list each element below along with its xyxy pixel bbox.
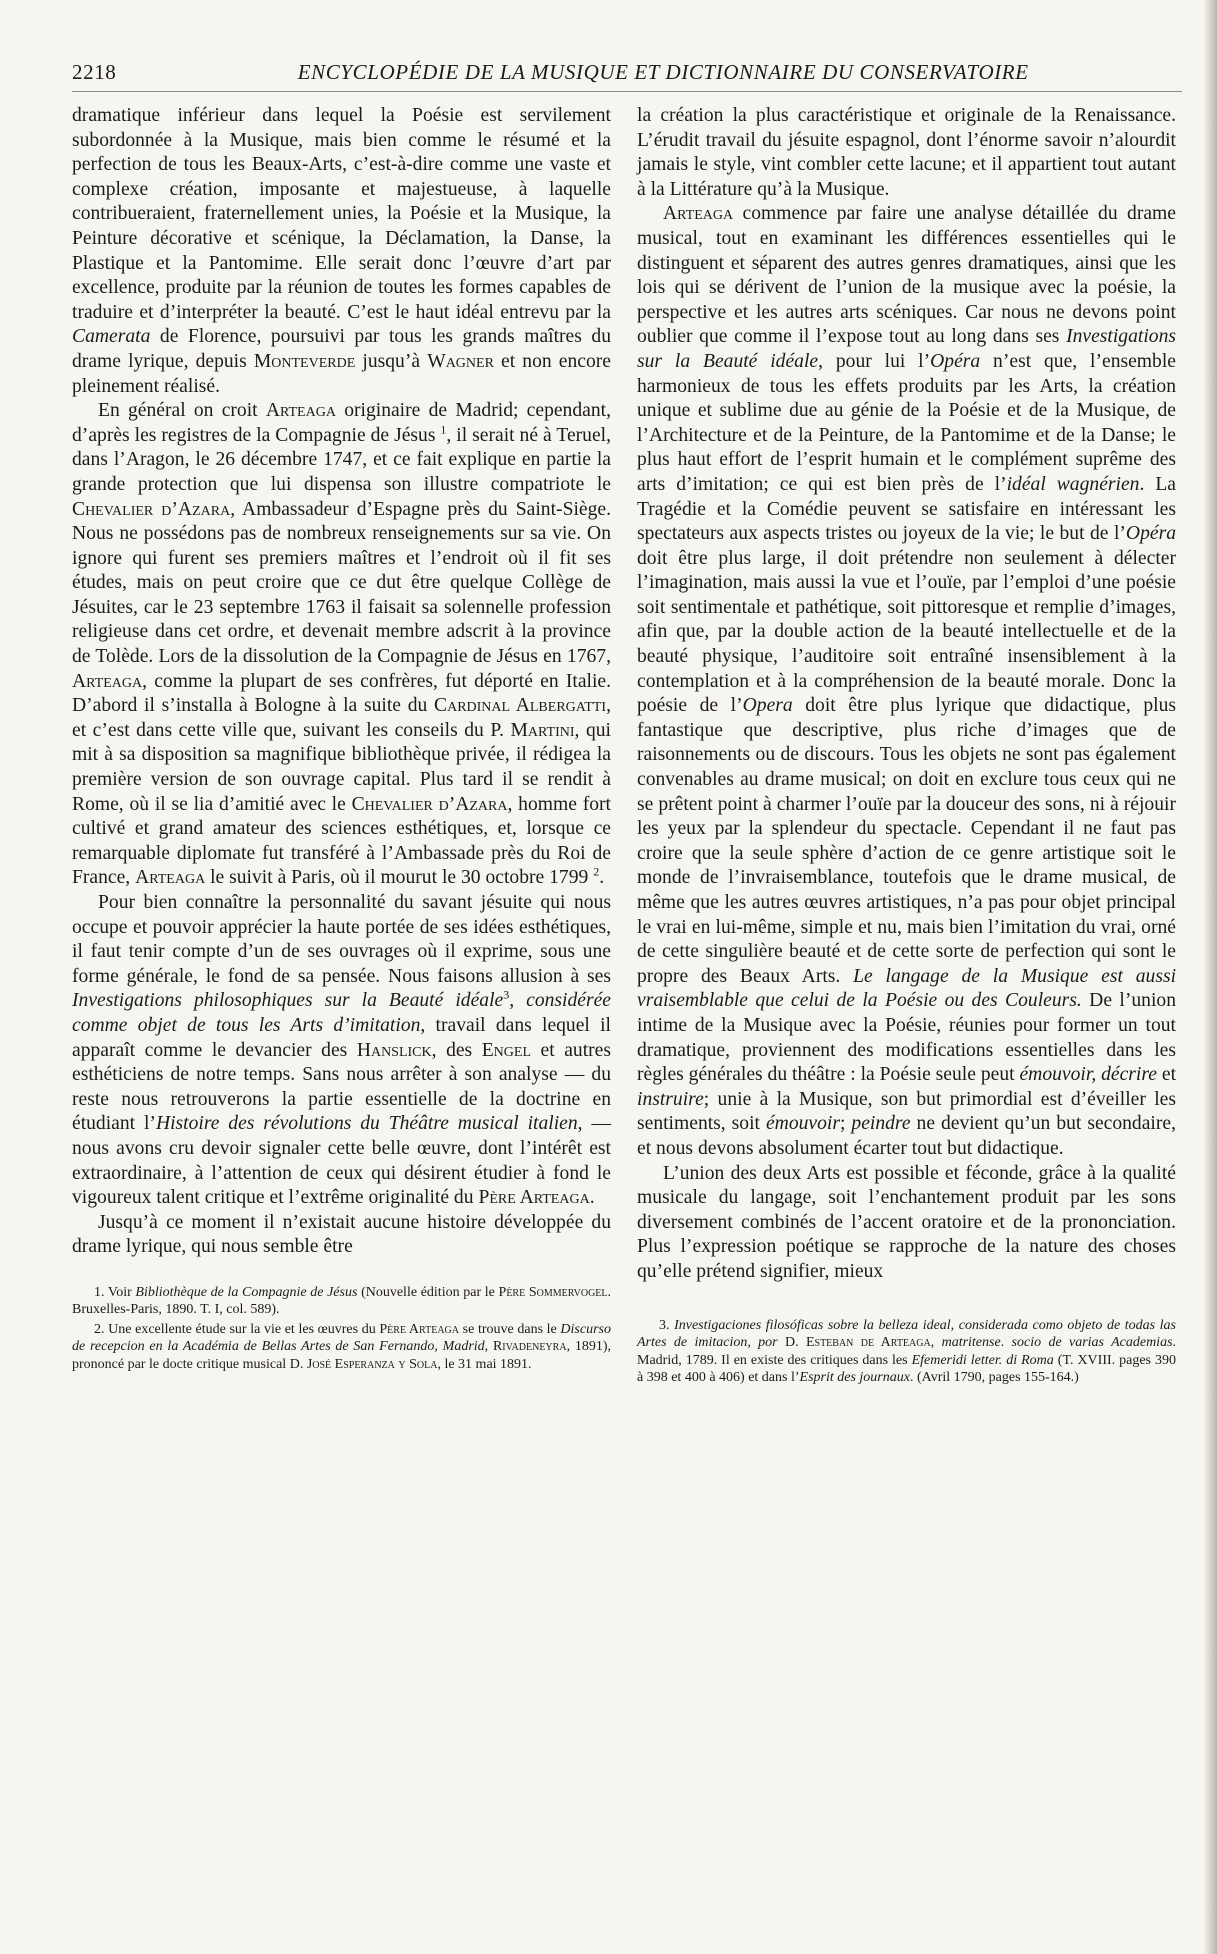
footnote-ref: 1 [440,422,447,437]
paragraph: la création la plus caractéristique et originale de la Renaissance. L’érudit travail du jésuite espagnol, dont l’énorme savoir n’alourdit jamais le style, vint combler cette lacune; et il appartient tout autant à la Littérature qu’à la Musique. [637,105,1176,200]
paragraph: Jusqu’à ce moment il n’existait aucune histoire développée du drame lyrique, qui nous semble être [72,1211,611,1258]
footnotes-left [72,1284,611,1374]
paragraph: Pour bien connaître la personnalité du savant jésuite qui nous occupe et pouvoir apprécier la haute portée de ses idées esthétiques, il faut tenir compte d’un de ses ouvrages où il exprime, sous une forme générale, le fond de sa pensée. Nous faisons allusion à ses Investigations philosophiques sur la Beauté idéale$^3$, considérée comme objet de tous les Arts d’imitation, travail dans lequel il apparaît comme le devancier des Hanslick, des Engel et autres esthéticiens de notre temps. Sans nous arrêter à son analyse — du reste nous retrouverons la partie essentielle de la doctrine en étudiant l’Histoire des révolutions du Théâtre musical italien, — nous avons cru devoir signaler cette belle œuvre, dont l’intérêt est extraordinaire, à l’attention de ceux qui désirent étudier à fond le vigoureux talent critique et l’extrême originalité du Père Arteaga. [72,892,612,1209]
left-column [72,104,611,1389]
footnote-ref: 2 [593,864,600,879]
footnote-ref: 3 [503,987,510,1002]
footnotes-right [637,1317,1176,1387]
page [72,60,1182,1920]
right-column [637,104,1176,1389]
two-column-body [72,104,1182,1389]
footnote-2: 2. Une excellente étude sur la vie et les œuvres du Père Arteaga se trouve dans le Discurso de recepcion en la Académia de Bellas Artes de San Fernando, Madrid, Rivadeneyra, 1891), prononcé par le docte critique musical D. José Esperanza y Sola, le 31 mai 1891. [72,1321,611,1372]
paragraph: L’union des deux Arts est possible et féconde, grâce à la qualité musicale du langage, soit l’enchantement produit par les sons diversement combinés de l’accent oratoire et de la prononciation. Plus l’expression poétique se rapproche de la nature des choses qu’elle prétend signifier, mieux [637,1162,1176,1282]
paragraph: En général on croit Arteaga originaire de Madrid; cependant, d’après les registres de la Compagnie de Jésus $^1$, il serait né à Teruel, dans l’Aragon, le 26 décembre 1747, et ce fait explique en partie la grande protection que lui dispensa son illustre compatriote le Chevalier d’Azara, Ambassadeur d’Espagne près du Saint-Siège. Nous ne possédons pas de nombreux renseignements sur sa vie. On ignore qui furent ses premiers maîtres et l’endroit où il fit ses études, mais on peut croire que ce dut être quelque Collège de Jésuites, car le 23 septembre 1763 il faisait sa solennelle profession religieuse dans cet ordre, et devenait membre adscrit à la province de Tolède. Lors de la dissolution de la Compagnie de Jésus en 1767, Arteaga, comme la plupart de ses confrères, fut déporté en Italie. D’abord il s’installa à Bologne à la suite du Cardinal Albergatti, et c’est dans cette ville que, suivant les conseils du P. Martini, qui mit à sa disposition sa magnifique bibliothèque privée, il rédigea la première version de son ouvrage capital. Plus tard il se rendit à Rome, où il se lia d’amitié avec le Chevalier d’Azara, homme fort cultivé et grand amateur des sciences esthétiques, et, lorsque ce remarquable diplomate fut transféré à l’Ambassade près du Roi de France, Arteaga le suivit à Paris, où il mourut le 30 octobre 1799 $^2$. [72,400,612,889]
running-title: ENCYCLOPÉDIE DE LA MUSIQUE ET DICTIONNAIRE DU CONSERVATOIRE [297,60,1029,84]
page-number: 2218 [72,60,117,84]
footnote-3: 3. Investigaciones filosóficas sobre la belleza ideal, considerada como objeto de todas las Artes de imitacion, por D. Esteban de Arteaga, matritense. socio de varias Academias. Madrid, 1789. Il en existe des critiques dans les Efemeridi letter. di Roma (T. XVIII. pages 390 à 398 et 400 à 406) et dans l’Esprit des journaux. (Avril 1790, pages 155-164.) [637,1317,1177,1385]
running-header [72,60,1182,92]
paragraph: dramatique inférieur dans lequel la Poésie est servilement subordonnée à la Musique, mais bien comme le résumé et la perfection de tous les Beaux-Arts, c’est-à-dire comme une vaste et complexe création, imposante et majestueuse, à laquelle contribueraient, fraternellement unies, la Poésie et la Musique, la Peinture décorative et scénique, la Déclamation, la Danse, la Plastique et la Pantomime. Elle serait donc l’œuvre d’art par excellence, produite par la réunion de toutes les formes capables de traduire et d’interpréter la beauté. C’est le haut idéal entrevu par la Camerata de Florence, poursuivi par tous les grands maîtres du drame lyrique, depuis Monteverde jusqu’à Wagner et non encore pleinement réalisé. [72,105,612,397]
page-edge-shadow [1203,0,1217,1954]
paragraph: Arteaga commence par faire une analyse détaillée du drame musical, tout en examinant les différences essentielles qui le distinguent et séparent des autres genres dramatiques, ainsi que les lois qui se dérivent de l’union de la musique avec la poésie, la perspective et les autres arts scéniques. Car nous ne devons point oublier que comme il l’expose tout au long dans ses Investigations sur la Beauté idéale, pour lui l’Opéra n’est que, l’ensemble harmonieux de tous les effets produits par les Arts, la création unique et sublime due au génie de la Poésie et de la Musique, de l’Architecture et de la Peinture, de la Pantomime et de la Danse; le plus haut effort de l’esprit humain et le complément suprême des arts d’imitation; ce qui est bien près de l’idéal wagnérien. La Tragédie et la Comédie peuvent se satisfaire en intéressant les spectateurs aux aspects tristes ou joyeux de la vie; le but de l’Opéra doit être plus large, il doit prétendre non seulement à délecter l’imagination, mais aussi la vue et l’ouïe, par l’emploi d’une poésie soit sentimentale et pathétique, soit pittoresque et remplie d’images, afin que, par la double action de la beauté intellectuelle et de la beauté physique, l’auditoire soit entraîné insensiblement à la contemplation et à la compréhension de la beauté morale. Donc la poésie de l’Opera doit être plus lyrique que didactique, plus fantastique que descriptive, plus riche d’images que de raisonnements ou de discours. Tous les objets ne sont pas également convenables au drame musical; on doit en exclure tous ceux qui ne se prêtent point à charmer l’ouïe par la douceur des sons, ni à réjouir les yeux par la splendeur du spectacle. Cependant il ne faut pas croire que la seule sphère d’action de ce genre artistique soit le monde de l’invraisemblance, toutefois que le drame musical, de même que les autres œuvres artistiques, n’a pas pour objet principal le vrai en lui-même, simple et nu, mais bien l’imitation du vrai, orné de cette singulière beauté et de cette sorte de perfection qui sont le propre des Beaux Arts. Le langage de la Musique est aussi vraisemblable que celui de la Poésie ou des Couleurs. De l’union intime de la Musique avec la Poésie, réunies pour former un tout dramatique, proviennent des modifications essentielles dans les règles générales du théâtre : la Poésie seule peut émouvoir, décrire et instruire; unie à la Musique, son but primordial est d’éveiller les sentiments, soit émouvoir; peindre ne devient qu’un but secondaire, et nous devons absolument écarter tout but didactique. [637,203,1177,1159]
footnote-1: 1. Voir Bibliothèque de la Compagnie de Jésus (Nouvelle édition par le Père Sommervogel. Bruxelles-Paris, 1890. T. I, col. 589). [72,1284,612,1318]
